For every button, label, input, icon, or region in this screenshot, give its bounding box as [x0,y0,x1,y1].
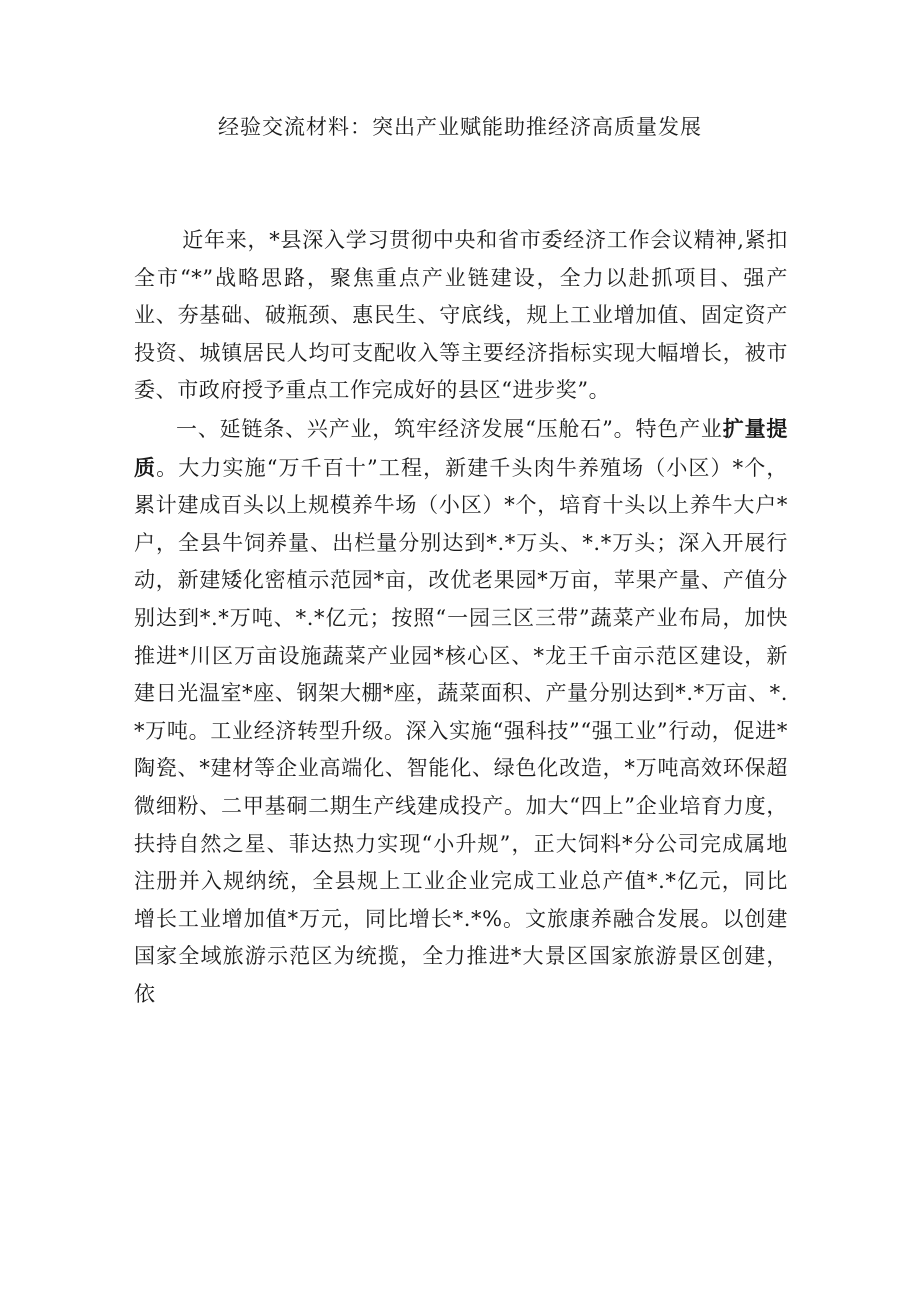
document-title: 经验交流材料：突出产业赋能助推经济高质量发展 [218,115,702,139]
section-one-bold-phrase: 扩量提质 [134,415,788,480]
paragraph-intro: 近年来，*县深入学习贯彻中央和省市委经济工作会议精神,紧扣全市“*”战略思路，聚焦重点产业链建设，全力以赴抓项目、强产业、夯基础、破瓶颈、惠民生、守底线，规上工业增加值、固定资产投资、城镇居民人均可支配收入等主要经济指标实现大幅增长，被市委、市政府授予重点工作完成好的县区“进步奖”。 [134,228,788,403]
section-one-lead-text: 一、延链条、兴产业，筑牢经济发展“压舱石”。特色产业 [176,416,723,441]
section-one-body-text: 。大力实施“万千百十”工程，新建千头肉牛养殖场（小区）*个，累计建成百头以上规模养牛场（小区）*个，培育十头以上养牛大户*户，全县牛饲养量、出栏量分别达到*.*万头、*.*万头；深入开展行动，新建矮化密植示范园*亩，改优老果园*万亩，苹果产量、产值分别达到*.*万吨、*.*亿元；按照“一园三区三带”蔬菜产业布局，加快推进*川区万亩设施蔬菜产业园*核心区、*龙王千亩示范区建设，新建日光温室*座、钢架大棚*座，蔬菜面积、产量分别达到*.*万亩、*.*万吨。工业经济转型升级。深入实施“强科技”“强工业”行动，促进*陶瓷、*建材等企业高端化、智能化、绿色化改造，*万吨高效环保超微细粉、二甲基硐二期生产线建成投产。加大“四上”企业培育力度，扶持自然之星、菲达热力实现“小升规”，正大饲料*分公司完成属地注册并入规纳统，全县规上工业企业完成工业总产值*.*亿元，同比增长工业增加值*万元，同比增长*.*%。文旅康养融合发展。以创建国家全域旅游示范区为统揽，全力推进*大景区国家旅游景区创建，依 [134,455,788,1006]
paragraph-section-one [134,410,788,1014]
document-body [134,222,788,1013]
